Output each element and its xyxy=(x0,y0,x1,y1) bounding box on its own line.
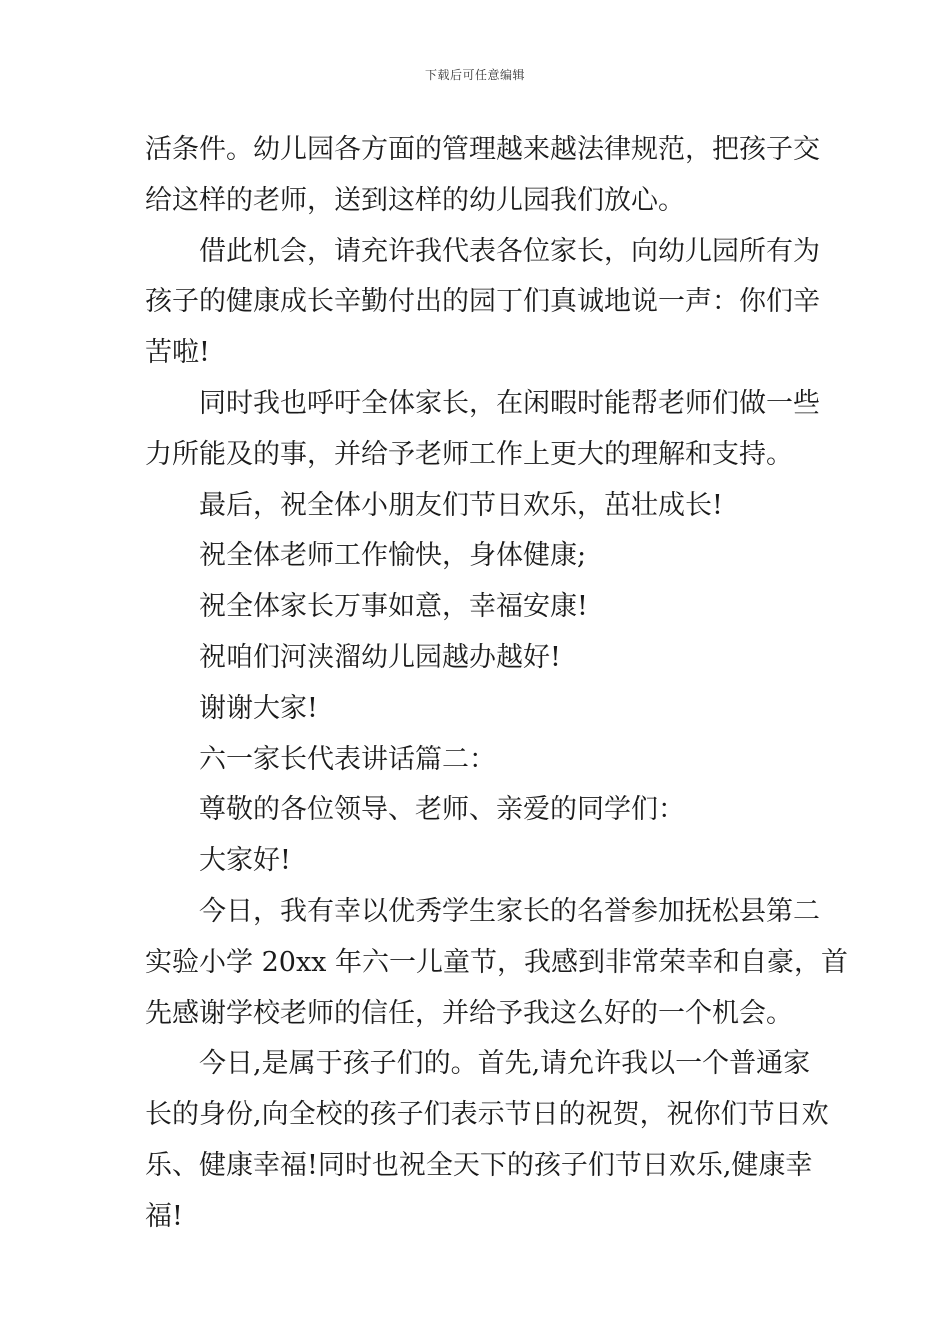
text-line: 今日,是属于孩子们的。首先,请允许我以一个普通家 xyxy=(199,1048,811,1080)
paragraph xyxy=(145,1039,829,1242)
text-line: 六一家长代表讲话篇二： xyxy=(199,743,496,775)
text-line: 谢谢大家! xyxy=(199,692,318,724)
text-line: 孩子的健康成长辛勤付出的园丁们真诚地说一声：你们辛 xyxy=(145,286,820,318)
text-line: 乐、健康幸福!同时也祝全天下的孩子们节日欢乐,健康幸 xyxy=(145,1149,813,1181)
document-body xyxy=(145,125,848,1243)
text-line: 今日，我有幸以优秀学生家长的名誉参加抚松县第二 xyxy=(199,895,820,927)
text-line: 祝全体老师工作愉快，身体健康; xyxy=(199,540,587,572)
paragraph xyxy=(145,836,810,887)
text-line: 大家好! xyxy=(199,845,291,877)
text-line: 尊敬的各位领导、老师、亲爱的同学们： xyxy=(199,794,685,826)
text-line: 长的身份,向全校的孩子们表示节日的祝贺，祝你们节日欢 xyxy=(145,1099,829,1131)
paragraph xyxy=(145,633,810,684)
text-line: 祝咱们河浃溜幼儿园越办越好! xyxy=(199,641,561,673)
page-header: 下载后可任意编辑 xyxy=(424,68,525,82)
paragraph xyxy=(145,785,810,836)
paragraph xyxy=(145,227,820,379)
paragraph xyxy=(145,125,820,227)
text-line: 活条件。幼儿园各方面的管理越来越法律规范，把孩子交 xyxy=(145,134,820,165)
text-line: 祝全体家长万事如意，幸福安康! xyxy=(199,591,588,623)
paragraph xyxy=(145,531,810,582)
paragraph xyxy=(145,379,820,481)
paragraph xyxy=(145,684,810,735)
paragraph xyxy=(145,887,848,1039)
text-line: 力所能及的事，并给予老师工作上更大的理解和支持。 xyxy=(145,438,793,470)
text-line: 福! xyxy=(145,1200,183,1232)
paragraph xyxy=(145,582,810,633)
paragraph xyxy=(145,481,810,532)
text-line: 实验小学 20xx 年六一儿童节，我感到非常荣幸和自豪，首 xyxy=(145,946,848,978)
section-heading xyxy=(145,735,810,786)
text-line: 最后，祝全体小朋友们节日欢乐，茁壮成长! xyxy=(199,489,723,521)
text-line: 先感谢学校老师的信任，并给予我这么好的一个机会。 xyxy=(145,997,793,1029)
text-line: 给这样的老师，送到这样的幼儿园我们放心。 xyxy=(145,184,685,216)
text-line: 同时我也呼吁全体家长，在闲暇时能帮老师们做一些 xyxy=(199,387,820,419)
text-line: 借此机会，请充许我代表各位家长，向幼儿园所有为 xyxy=(199,235,820,267)
text-line: 苦啦! xyxy=(145,337,210,369)
